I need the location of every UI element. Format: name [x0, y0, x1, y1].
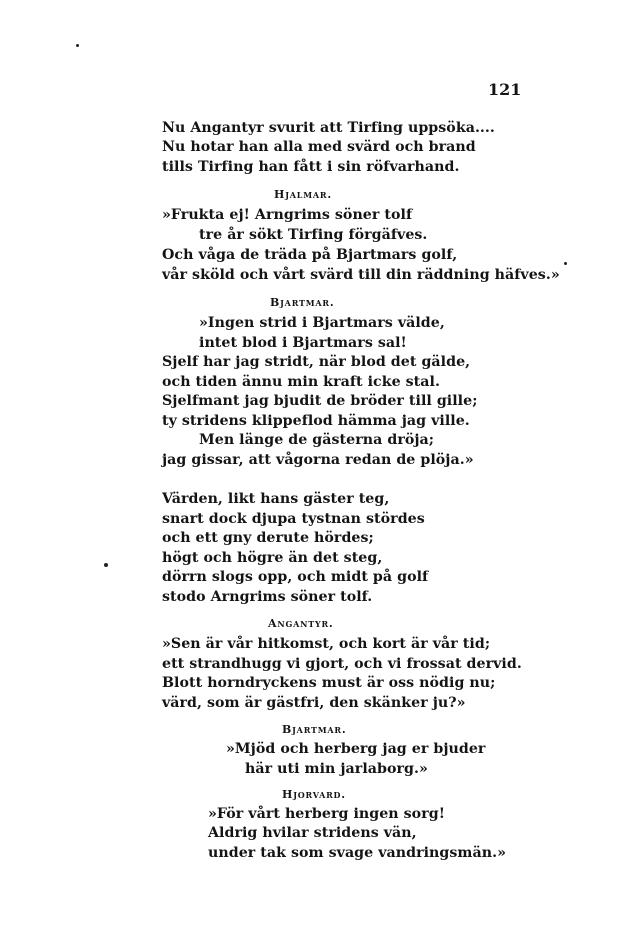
speaker-heading: Angantyr.	[268, 617, 334, 630]
verse-line: ett strandhugg vi gjort, och vi frossat dervid.	[162, 656, 522, 672]
verse-line: här uti min jarlaborg.»	[245, 761, 428, 777]
verse-line: »Frukta ej! Arngrims söner tolf	[162, 207, 413, 223]
page-number: 121	[488, 80, 522, 99]
verse-line: och ett gny derute hördes;	[162, 530, 374, 546]
verse-line: snart dock djupa tystnan stördes	[162, 511, 425, 527]
verse-line: intet blod i Bjartmars sal!	[199, 335, 407, 351]
verse-line: och tiden ännu min kraft icke stal.	[162, 374, 440, 390]
speaker-heading: Hjalmar.	[274, 188, 332, 201]
speaker-heading: Hjorvard.	[282, 788, 346, 801]
verse-line: tre år sökt Tirfing förgäfves.	[199, 227, 428, 243]
verse-line: »Mjöd och herberg jag er bjuder	[226, 741, 486, 757]
speaker-heading: Bjartmar.	[282, 723, 347, 736]
verse-line: Nu Angantyr svurit att Tirfing uppsöka....	[162, 120, 495, 136]
verse-line: »Sen är vår hitkomst, och kort är vår tid;	[162, 636, 491, 652]
verse-line: ty stridens klippeflod hämma jag ville.	[162, 413, 470, 429]
verse-line: Och våga de träda på Bjartmars golf,	[162, 247, 458, 263]
verse-line: jag gissar, att vågorna redan de plöja.»	[162, 452, 474, 468]
ink-speck	[104, 563, 108, 567]
speaker-heading: Bjartmar.	[270, 296, 335, 309]
verse-line: »För vårt herberg ingen sorg!	[208, 806, 445, 822]
verse-line: högt och högre än det steg,	[162, 550, 383, 566]
ink-speck	[564, 262, 567, 265]
verse-line: dörrn slogs opp, och midt på golf	[162, 569, 429, 585]
ink-speck	[76, 44, 79, 47]
verse-line: Värden, likt hans gäster teg,	[162, 491, 390, 507]
verse-line: Aldrig hvilar stridens vän,	[208, 825, 417, 841]
verse-line: Nu hotar han alla med svärd och brand	[162, 139, 476, 155]
verse-line: Blott horndryckens must är oss nödig nu;	[162, 675, 496, 691]
verse-line: Sjelf har jag stridt, när blod det gälde,	[162, 354, 471, 370]
verse-line: »Ingen strid i Bjartmars välde,	[199, 315, 445, 331]
verse-line: under tak som svage vandringsmän.»	[208, 845, 507, 861]
verse-line: Sjelfmant jag bjudit de bröder till gille;	[162, 393, 478, 409]
verse-line: Men länge de gästerna dröja;	[199, 432, 435, 448]
verse-line: tills Tirfing han fått i sin röfvarhand.	[162, 159, 460, 175]
verse-line: vår sköld och vårt svärd till din räddning häfves.»	[162, 267, 560, 283]
verse-line: stodo Arngrims söner tolf.	[162, 589, 373, 605]
verse-line: värd, som är gästfri, den skänker ju?»	[162, 695, 466, 711]
